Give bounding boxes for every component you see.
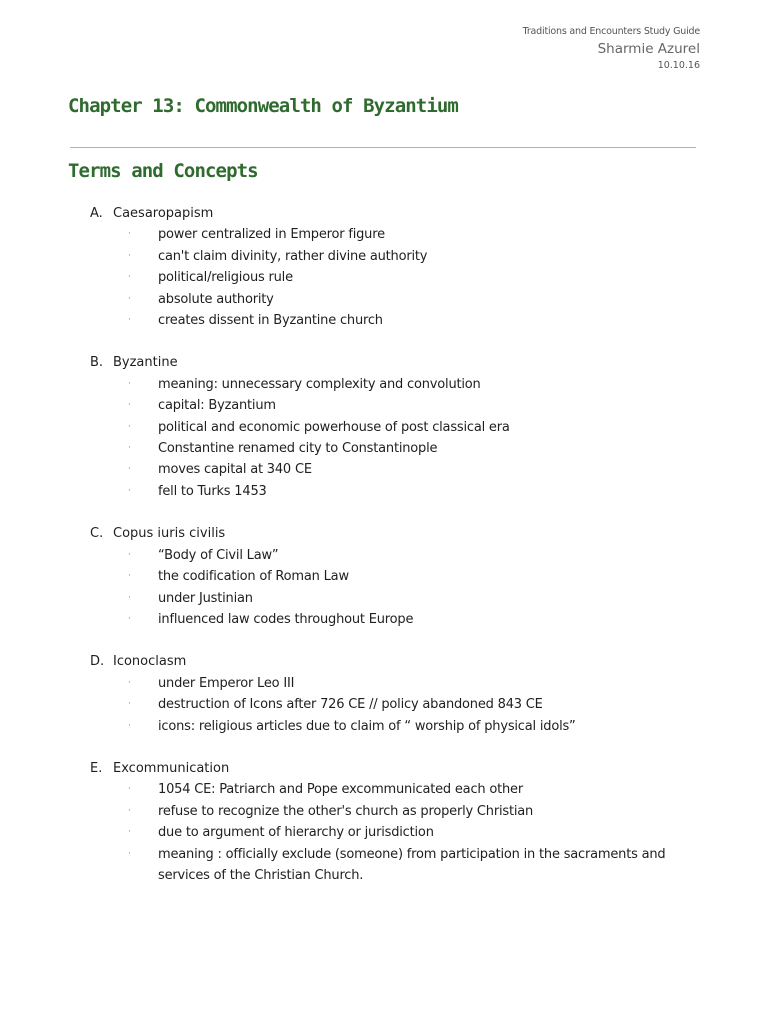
title-divider bbox=[70, 147, 696, 148]
bullet-list bbox=[90, 374, 690, 502]
term-item bbox=[90, 758, 690, 886]
bullet-list bbox=[90, 545, 690, 631]
term-heading bbox=[90, 203, 690, 224]
term-letter: A. bbox=[90, 206, 103, 221]
bullet-item bbox=[90, 545, 690, 566]
bullet-item bbox=[90, 566, 690, 587]
bullet-dot-icon: · bbox=[128, 827, 131, 838]
bullet-dot-icon: · bbox=[128, 485, 131, 496]
bullet-item bbox=[90, 844, 690, 887]
bullet-text: due to argument of hierarchy or jurisdiction bbox=[158, 825, 434, 841]
bullet-text: refuse to recognize the other's church as properly Christian bbox=[158, 803, 534, 819]
bullet-text: 1054 CE: Patriarch and Pope excommunicated each other bbox=[158, 782, 524, 798]
section-heading: Terms and Concepts bbox=[68, 160, 258, 182]
bullet-text: can't claim divinity, rather divine authority bbox=[158, 248, 428, 264]
bullet-text: under Justinian bbox=[158, 590, 253, 606]
bullet-text: political/religious rule bbox=[158, 270, 293, 286]
bullet-dot-icon: · bbox=[128, 699, 131, 710]
bullet-item bbox=[90, 438, 690, 459]
bullet-dot-icon: · bbox=[128, 464, 131, 475]
term-heading bbox=[90, 651, 690, 672]
bullet-dot-icon: · bbox=[128, 592, 131, 603]
bullet-dot-icon: · bbox=[128, 613, 131, 624]
bullet-text: political and economic powerhouse of post classical era bbox=[158, 419, 510, 435]
term-title: Caesaropapism bbox=[113, 206, 214, 221]
term-heading bbox=[90, 352, 690, 373]
bullet-text: Constantine renamed city to Constantinople bbox=[158, 441, 438, 457]
bullet-item bbox=[90, 801, 690, 822]
term-letter: B. bbox=[90, 355, 104, 371]
document-subtitle: Traditions and Encounters Study Guide bbox=[522, 26, 700, 37]
document-header bbox=[523, 26, 700, 71]
bullet-text: influenced law codes throughout Europe bbox=[158, 611, 414, 627]
bullet-item bbox=[90, 310, 690, 331]
bullet-dot-icon: · bbox=[128, 272, 131, 283]
bullet-dot-icon: · bbox=[128, 421, 131, 432]
term-item bbox=[90, 523, 690, 630]
bullet-dot-icon: · bbox=[128, 400, 131, 411]
term-title: Byzantine bbox=[113, 355, 178, 371]
bullet-item bbox=[90, 822, 690, 843]
bullet-dot-icon: · bbox=[128, 720, 131, 731]
bullet-item bbox=[90, 609, 690, 630]
bullet-text: icons: religious articles due to claim of “ worship of physical idols” bbox=[158, 718, 576, 734]
bullet-dot-icon: · bbox=[128, 250, 131, 261]
bullet-item bbox=[90, 481, 690, 502]
bullet-text: capital: Byzantium bbox=[158, 398, 276, 414]
bullet-item bbox=[90, 779, 690, 800]
term-item bbox=[90, 203, 690, 331]
bullet-dot-icon: · bbox=[128, 443, 131, 454]
term-title: Copus iuris civilis bbox=[113, 526, 226, 542]
terms-list bbox=[90, 203, 690, 907]
bullet-text: power centralized in Emperor figure bbox=[158, 227, 385, 243]
bullet-dot-icon: · bbox=[128, 378, 131, 389]
author-name: Sharmie Azurel bbox=[597, 41, 700, 57]
bullet-item bbox=[90, 588, 690, 609]
bullet-item bbox=[90, 246, 690, 267]
bullet-dot-icon: · bbox=[128, 549, 131, 560]
bullet-dot-icon: · bbox=[128, 805, 131, 816]
bullet-item bbox=[90, 417, 690, 438]
bullet-text: creates dissent in Byzantine church bbox=[158, 313, 383, 329]
bullet-list bbox=[90, 224, 690, 331]
bullet-dot-icon: · bbox=[128, 848, 131, 859]
term-heading bbox=[90, 758, 690, 779]
bullet-text: moves capital at 340 CE bbox=[158, 462, 312, 478]
term-letter: D. bbox=[90, 654, 105, 670]
bullet-text: meaning: unnecessary complexity and convolution bbox=[158, 376, 481, 392]
bullet-dot-icon: · bbox=[128, 229, 131, 240]
bullet-item bbox=[90, 267, 690, 288]
bullet-item bbox=[90, 694, 690, 715]
term-item bbox=[90, 651, 690, 737]
bullet-text: “Body of Civil Law” bbox=[158, 547, 279, 563]
term-title: Iconoclasm bbox=[113, 654, 187, 670]
bullet-item bbox=[90, 224, 690, 245]
chapter-title: Chapter 13: Commonwealth of Byzantium bbox=[68, 95, 458, 117]
bullet-dot-icon: · bbox=[128, 315, 131, 326]
bullet-dot-icon: · bbox=[128, 784, 131, 795]
bullet-text: the codification of Roman Law bbox=[158, 569, 349, 585]
term-title: Excommunication bbox=[113, 760, 230, 776]
bullet-list bbox=[90, 779, 690, 886]
term-letter: E. bbox=[90, 760, 103, 776]
bullet-item bbox=[90, 395, 690, 416]
bullet-item bbox=[90, 673, 690, 694]
bullet-list bbox=[90, 673, 690, 737]
bullet-text: fell to Turks 1453 bbox=[158, 483, 267, 499]
bullet-item bbox=[90, 716, 690, 737]
term-heading bbox=[90, 523, 690, 544]
document-date: 10.10.16 bbox=[657, 60, 700, 71]
bullet-item bbox=[90, 459, 690, 480]
bullet-item bbox=[90, 374, 690, 395]
bullet-text: absolute authority bbox=[158, 291, 274, 307]
bullet-item bbox=[90, 289, 690, 310]
bullet-text: under Emperor Leo III bbox=[158, 675, 295, 691]
bullet-dot-icon: · bbox=[128, 571, 131, 582]
bullet-text: meaning : officially exclude (someone) from participation in the sacraments and services of the Christian Church. bbox=[158, 846, 666, 883]
bullet-dot-icon: · bbox=[128, 293, 131, 304]
term-item bbox=[90, 352, 690, 502]
term-letter: C. bbox=[90, 526, 104, 542]
bullet-dot-icon: · bbox=[128, 677, 131, 688]
bullet-text: destruction of Icons after 726 CE // policy abandoned 843 CE bbox=[158, 697, 543, 713]
